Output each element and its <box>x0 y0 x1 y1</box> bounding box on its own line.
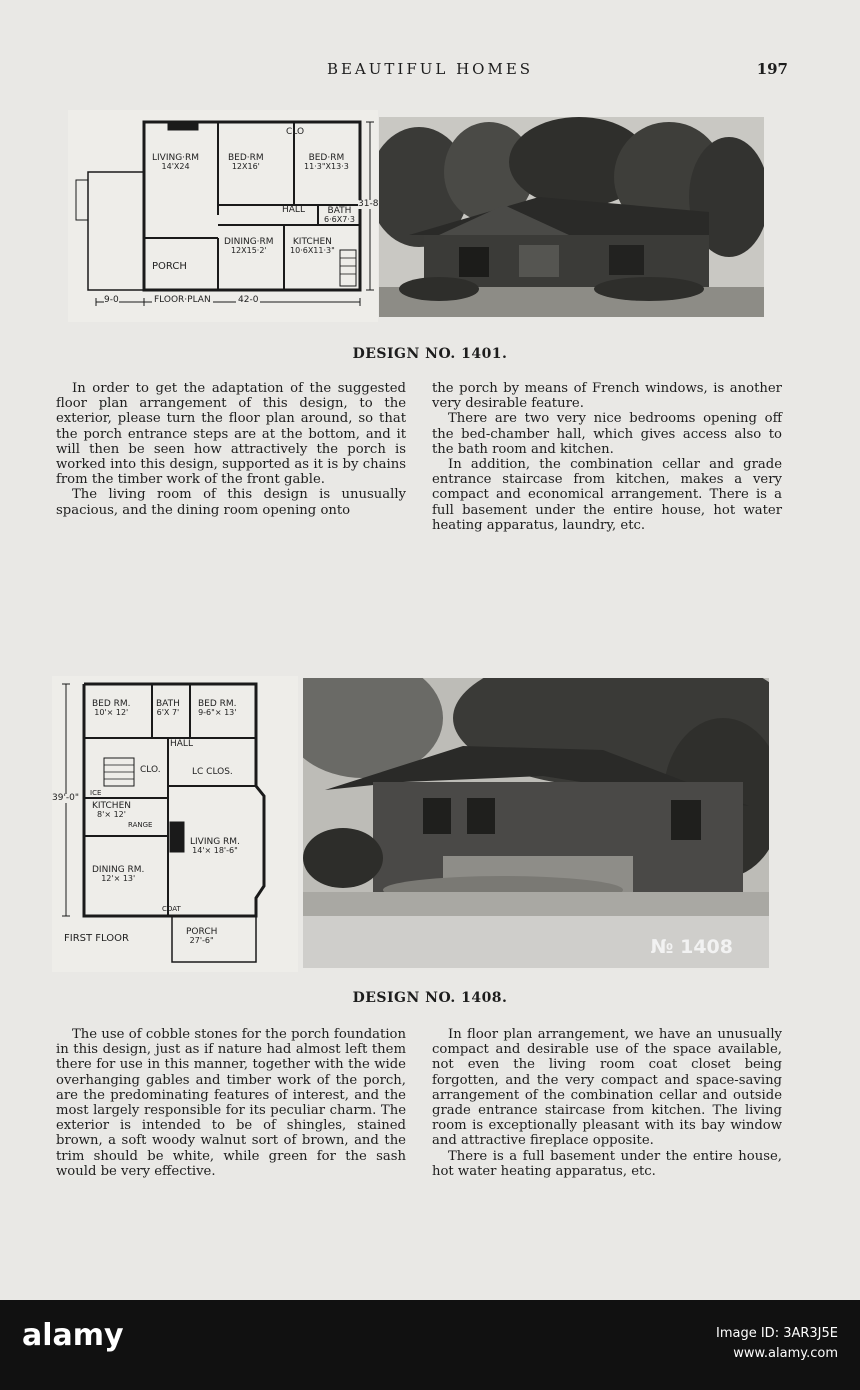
room-bed-rm-1: BED RM. 10'× 12' <box>92 699 131 718</box>
design-1401-title: DESIGN NO. 1401. <box>352 346 508 362</box>
house-photo-1408-image <box>303 678 769 968</box>
design-1401-text-left <box>56 381 406 518</box>
room-bath: BATH 6'X 7' <box>156 699 180 718</box>
page-header <box>0 60 860 80</box>
design-1408-text-left <box>56 1027 406 1179</box>
closet-lc-clos: LC CLOS. <box>192 767 233 777</box>
paragraph: In addition, the combination cellar and grade entrance staircase from kitchen, makes a very compact and economical arrangement. There is a full basement under the entire house, hot water heating apparatus, laundry, etc. <box>432 457 782 533</box>
room-porch: PORCH <box>152 261 187 272</box>
room-porch: PORCH 27'-6" <box>186 927 218 946</box>
house-photo-1401-image <box>379 117 764 317</box>
room-bed-rm-2: BED RM. 9-6"× 13' <box>198 699 237 718</box>
photo-design-number: № 1408 <box>650 936 733 958</box>
site-url-text: www.alamy.com <box>733 1346 838 1361</box>
room-kitchen: KITCHEN 8'× 12' <box>92 801 131 820</box>
closet-clo: CLO. <box>140 765 161 775</box>
floor-plan-1408 <box>52 676 298 972</box>
house-photo-1401 <box>379 117 764 317</box>
room-hall: HALL <box>282 205 305 215</box>
first-floor-caption: FIRST FLOOR <box>64 933 129 944</box>
room-dining-rm: DINING RM. 12'× 13' <box>92 865 145 884</box>
room-bed-rm-1: BED·RM 12X16' <box>228 153 264 172</box>
room-dining-rm: DINING·RM 12X15·2' <box>224 237 274 256</box>
design-1408-text-right <box>432 1027 782 1179</box>
house-photo-1408 <box>303 678 769 968</box>
room-bed-rm-2: BED·RM 11·3"X13·3 <box>304 153 349 172</box>
banner-meta <box>716 1324 838 1364</box>
dimension-bottom: 42-0 <box>238 295 259 305</box>
page-number: 197 <box>756 60 788 78</box>
room-living-rm: LIVING·RM 14'X24 <box>152 153 200 172</box>
dimension-side: 31-8 <box>358 199 379 209</box>
image-id-text: Image ID: 3AR3J5E <box>716 1326 838 1341</box>
paragraph: the porch by means of French windows, is another very desirable feature. <box>432 381 782 412</box>
floor-plan-1408-drawing <box>52 676 298 972</box>
room-living-rm: LIVING RM. 14'× 18'-6" <box>190 837 240 856</box>
room-bath: BATH 6·6X7·3 <box>324 206 355 225</box>
paragraph: In order to get the adaptation of the suggested floor plan arrangement of this design, to the exterior, please turn the floor plan around, so that the porch entrance steps are at the bottom, and it will then be seen how attractively the porch is worked into this design, supported as it is by chains from the timber work of the front gable. <box>56 381 406 488</box>
room-kitchen: KITCHEN 10·6X11·3" <box>290 237 335 256</box>
closet-label: CLO <box>286 127 305 137</box>
design-1408-title: DESIGN NO. 1408. <box>352 990 508 1006</box>
ice-label: ICE <box>90 789 102 797</box>
alamy-logo: alamy <box>22 1318 124 1353</box>
running-title: BEAUTIFUL HOMES <box>326 60 534 78</box>
range-label: RANGE <box>128 821 153 829</box>
paragraph: The living room of this design is unusually spacious, and the dining room opening onto <box>56 487 406 518</box>
paragraph: There are two very nice bedrooms opening off the bed-chamber hall, which gives access also to the bath room and kitchen. <box>432 411 782 457</box>
stock-banner <box>0 1300 860 1390</box>
floor-plan-1401 <box>68 110 378 322</box>
floor-plan-caption: FLOOR·PLAN <box>154 295 211 305</box>
design-1401-text-right <box>432 381 782 533</box>
dimension-left: 9-0 <box>104 295 119 305</box>
room-hall: HALL <box>170 739 193 749</box>
paragraph: In floor plan arrangement, we have an unusually compact and desirable use of the space available, not even the living room coat closet being forgotten, and the very compact and space-saving arrangement of the combination cellar and outside grade entrance staircase from kitchen. The living room is exceptionally pleasant with its bay window and attractive fireplace opposite. <box>432 1027 782 1149</box>
paragraph: The use of cobble stones for the porch foundation in this design, just as if nature had almost left them there for use in this manner, together with the wide overhanging gables and timber work of the porch, are the predominating features of interest, and the most largely responsible for its peculiar charm. The exterior is intended to be of shingles, stained brown, a soft woody walnut sort of brown, and the trim should be white, while green for the sash would be very effective. <box>56 1027 406 1179</box>
dimension-side: 39'-0" <box>52 793 80 803</box>
paragraph: There is a full basement under the entire house, hot water heating apparatus, etc. <box>432 1148 782 1179</box>
coat-closet-label: COAT <box>162 905 181 913</box>
